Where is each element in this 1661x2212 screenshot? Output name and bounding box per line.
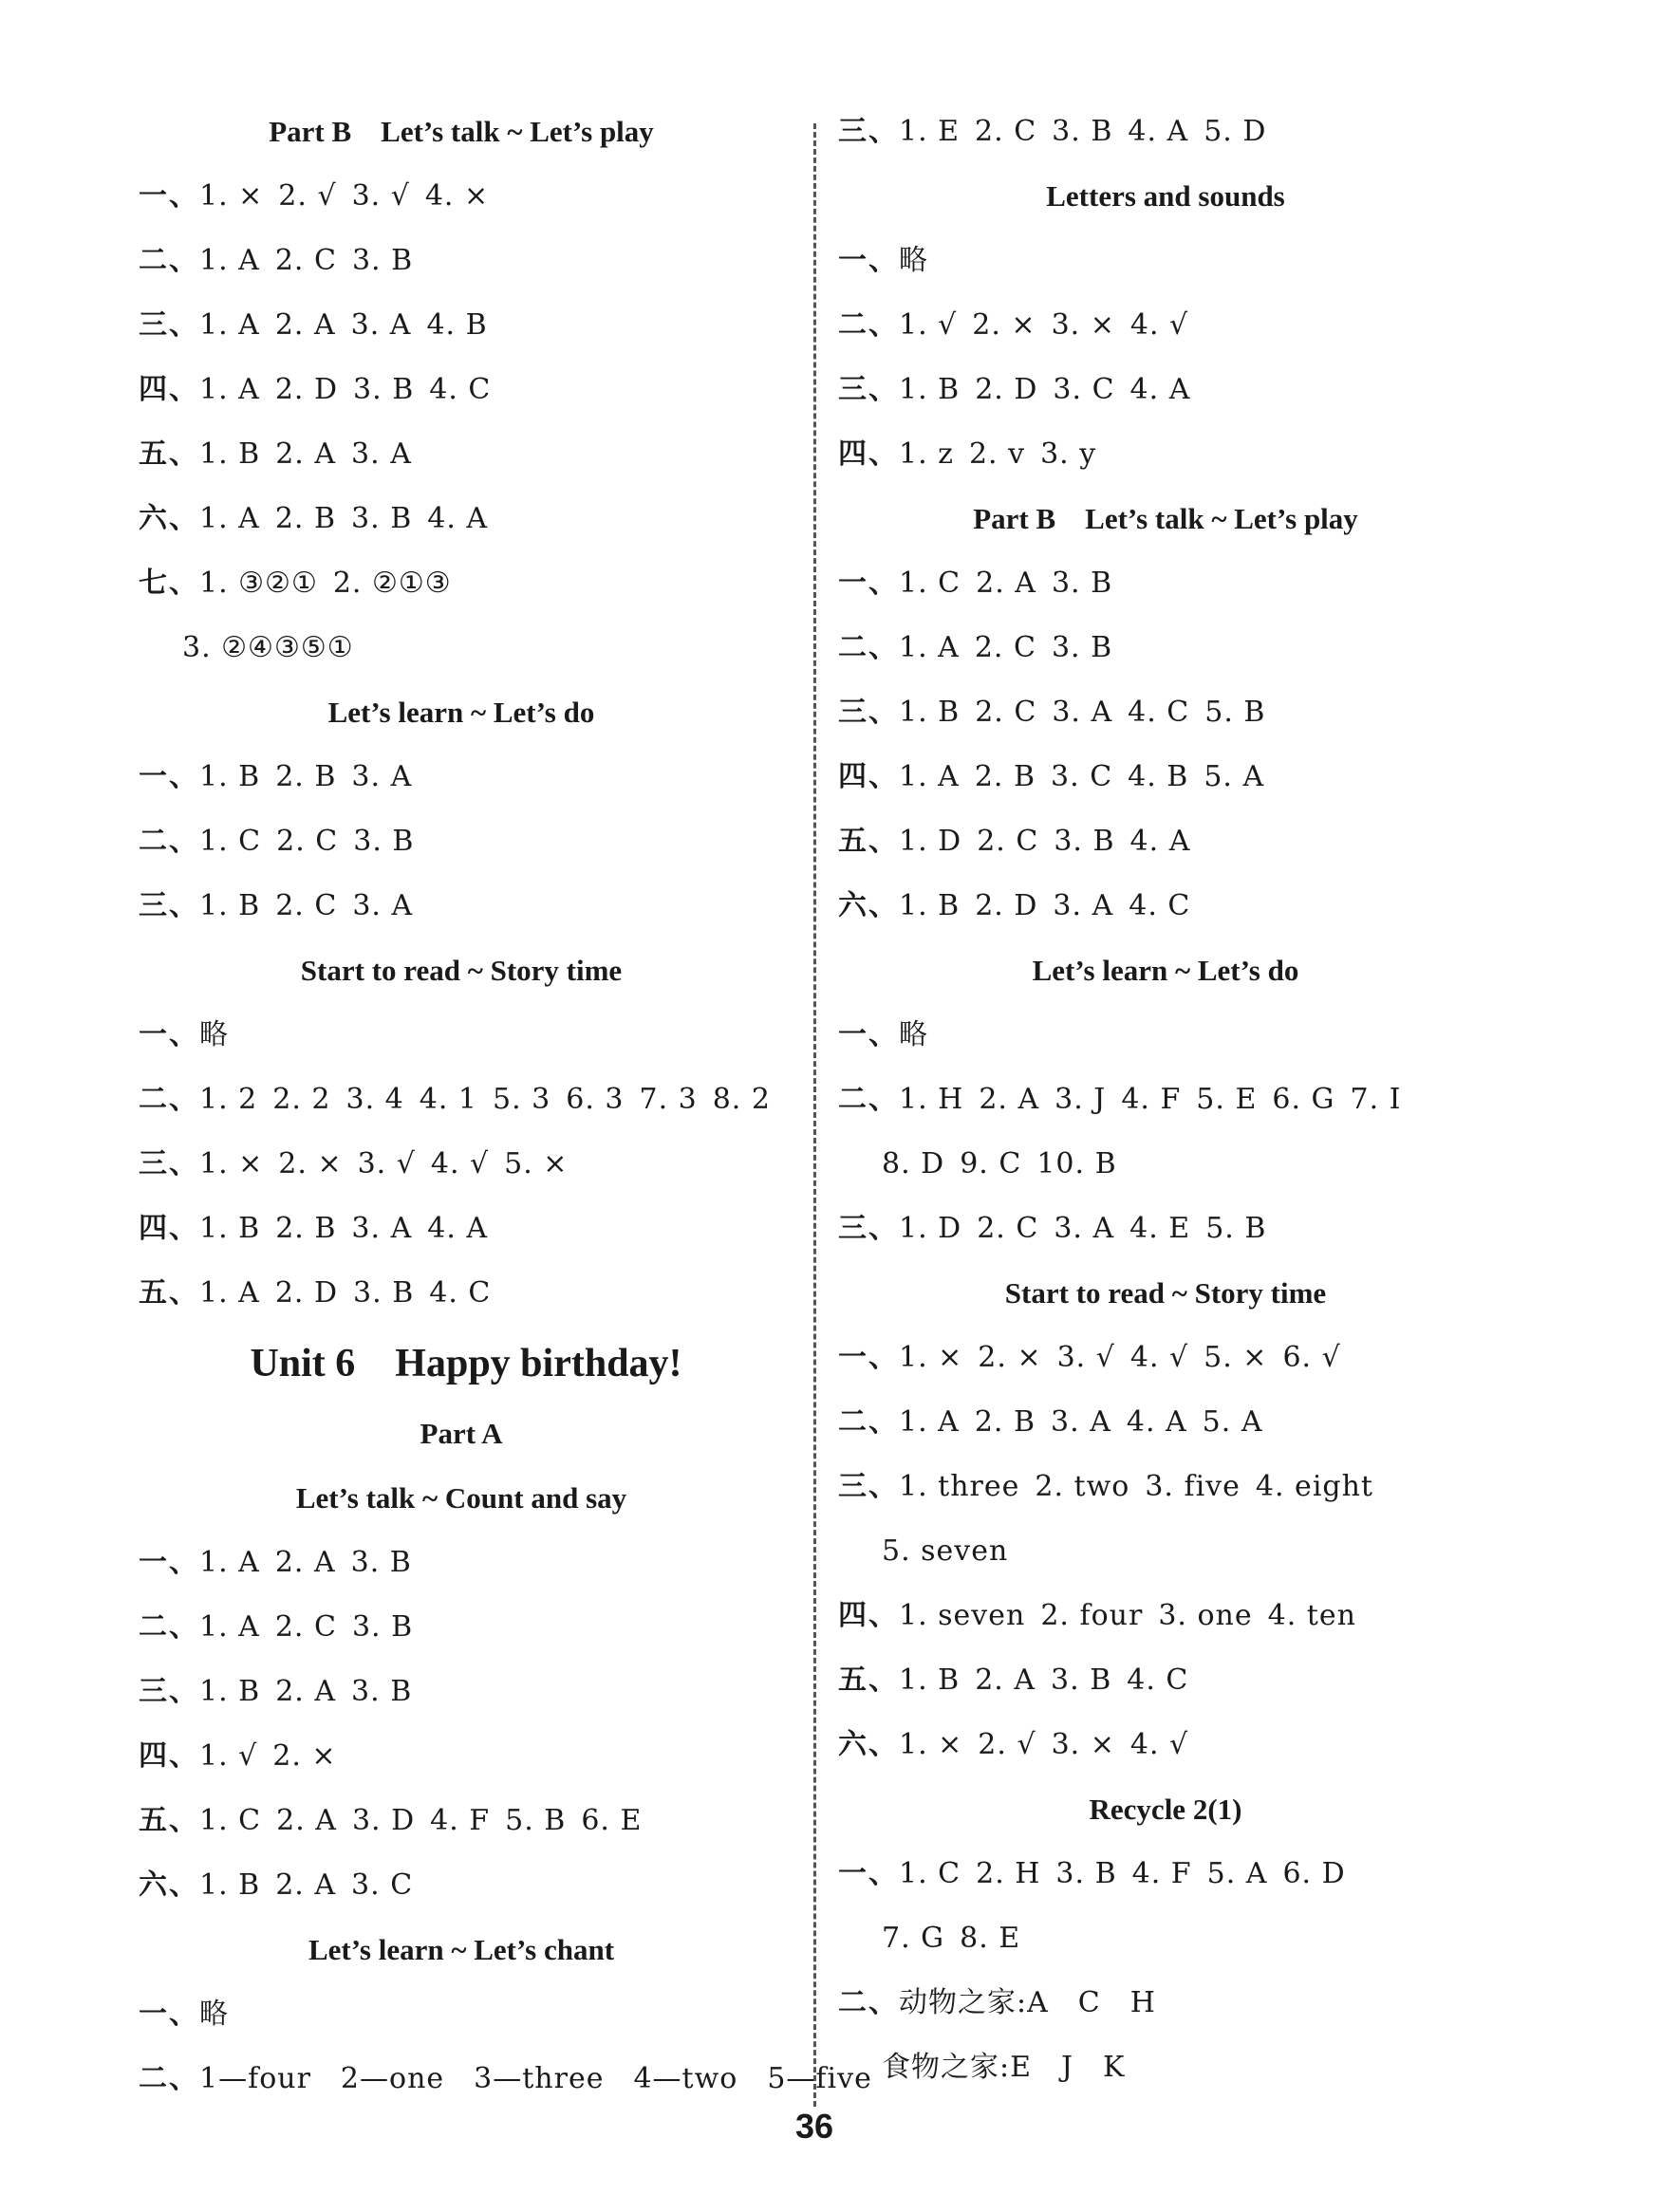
answer-line (139, 229, 793, 293)
question-number: 六、 (838, 1728, 899, 1761)
answer-line (139, 422, 793, 487)
question-number: 一、 (139, 179, 199, 213)
section-heading: Part B Let’s talk ~ Let’s play (269, 115, 654, 148)
question-number: 三、 (139, 1147, 199, 1180)
question-number: 二、 (139, 2062, 199, 2095)
answer-line (838, 551, 1493, 616)
answer-line (139, 1595, 793, 1660)
answer-text: 5. seven (882, 1534, 1009, 1568)
answer-text: 略 (199, 1998, 229, 2031)
answer-text: 8. D 9. C 10. B (882, 1147, 1117, 1180)
question-number: 四、 (838, 1599, 899, 1632)
answer-line (838, 358, 1493, 422)
answer-line (838, 1326, 1493, 1390)
answer-text: 1. × 2. √ 3. × 4. √ (899, 1728, 1189, 1761)
answer-text: 略 (899, 244, 928, 277)
question-number: 二、 (838, 1405, 899, 1439)
question-number: 一、 (139, 760, 199, 793)
question-number: 六、 (838, 889, 899, 922)
answer-line (838, 293, 1493, 358)
question-number: 一、 (139, 1998, 199, 2031)
answer-line-continued (838, 1906, 1493, 1971)
question-number: 一、 (139, 1546, 199, 1579)
question-number: 五、 (139, 1804, 199, 1837)
question-number: 六、 (139, 1868, 199, 1902)
answer-line (838, 1713, 1493, 1777)
answer-line (139, 874, 793, 939)
answer-text: 1. A 2. D 3. B 4. C (199, 373, 492, 406)
answer-line (838, 874, 1493, 939)
answer-text: 1. B 2. A 3. B 4. C (899, 1664, 1189, 1697)
answer-text: 略 (899, 1018, 928, 1051)
answer-line (139, 1531, 793, 1595)
answer-line (139, 551, 793, 616)
question-number: 五、 (838, 825, 899, 858)
answer-line-continued (838, 1132, 1493, 1197)
answer-text: 1. C 2. A 3. D 4. F 5. B 6. E (199, 1804, 643, 1837)
answer-text: 1. C 2. C 3. B (199, 825, 415, 858)
question-number: 四、 (139, 373, 199, 406)
answer-line (838, 100, 1493, 164)
section-heading: Part A (420, 1417, 503, 1450)
answer-line (838, 422, 1493, 487)
answer-line (139, 358, 793, 422)
question-number: 三、 (838, 373, 899, 406)
answer-line-continued (838, 1519, 1493, 1584)
section-heading: Let’s talk ~ Count and say (295, 1481, 627, 1515)
answer-text: 1. B 2. A 3. C (199, 1868, 414, 1902)
question-number: 三、 (838, 115, 899, 148)
question-number: 三、 (838, 1212, 899, 1245)
answer-text: 3. ②④③⑤① (182, 631, 354, 664)
answer-line (139, 1724, 793, 1789)
answer-line (838, 1068, 1493, 1132)
answer-line (838, 1197, 1493, 1261)
question-number: 一、 (139, 1018, 199, 1051)
answer-line (139, 1197, 793, 1261)
answer-line (838, 809, 1493, 874)
answer-text: 食物之家:E J K (882, 2051, 1126, 2084)
answer-text: 1. B 2. D 3. C 4. A (899, 373, 1191, 406)
section-heading: Let’s learn ~ Let’s chant (308, 1933, 615, 1966)
answer-text: 动物之家:A C H (899, 1986, 1156, 2019)
answer-text: 1. B 2. C 3. A (199, 889, 414, 922)
question-number: 二、 (139, 244, 199, 277)
question-number: 一、 (838, 244, 899, 277)
question-number: 二、 (838, 308, 899, 342)
answer-line (139, 1853, 793, 1918)
question-number: 二、 (139, 1083, 199, 1116)
answer-text: 1. √ 2. × 3. × 4. √ (899, 308, 1189, 342)
answer-text: 1. A 2. C 3. B (199, 1610, 414, 1644)
question-number: 三、 (838, 696, 899, 729)
answer-text: 1. × 2. × 3. √ 4. √ 5. × 6. √ (899, 1341, 1341, 1374)
answer-text: 1. A 2. A 3. B (199, 1546, 412, 1579)
question-number: 二、 (838, 631, 899, 664)
question-number: 二、 (139, 825, 199, 858)
answer-text: 1. B 2. B 3. A 4. A (199, 1212, 489, 1245)
answer-line (139, 745, 793, 809)
answer-line (838, 616, 1493, 680)
answer-text: 1. ③②① 2. ②①③ (199, 567, 452, 600)
answer-text: 1. 2 2. 2 3. 4 4. 1 5. 3 6. 3 7. 3 8. 2 (199, 1083, 771, 1116)
answer-text: 1. B 2. B 3. A (199, 760, 413, 793)
left-column (139, 100, 872, 2111)
answer-text: 1. B 2. A 3. A (199, 437, 412, 471)
answer-line (838, 1971, 1493, 2035)
answer-text: 1. B 2. D 3. A 4. C (899, 889, 1191, 922)
answer-text: 1. A 2. B 3. C 4. B 5. A (899, 760, 1265, 793)
question-number: 四、 (838, 437, 899, 471)
answer-text: 1. A 2. D 3. B 4. C (199, 1276, 492, 1310)
answer-text: 1. E 2. C 3. B 4. A 5. D (899, 115, 1267, 148)
question-number: 一、 (838, 567, 899, 600)
question-number: 三、 (139, 1675, 199, 1708)
answer-line (139, 1261, 793, 1326)
answer-text: 1. √ 2. × (199, 1739, 337, 1773)
question-number: 四、 (139, 1739, 199, 1773)
question-number: 四、 (139, 1212, 199, 1245)
answer-text: 1. three 2. two 3. five 4. eight (899, 1470, 1373, 1503)
answer-text: 1. A 2. A 3. A 4. B (199, 308, 488, 342)
section-heading: Let’s learn ~ Let’s do (1032, 954, 1299, 987)
answer-text: 1. A 2. B 3. B 4. A (199, 502, 489, 535)
question-number: 三、 (139, 889, 199, 922)
answer-text: 1. C 2. A 3. B (899, 567, 1113, 600)
answer-line (139, 1982, 793, 2047)
answer-text: 1. H 2. A 3. J 4. F 5. E 6. G 7. I (899, 1083, 1402, 1116)
question-number: 七、 (139, 567, 199, 600)
question-number: 五、 (139, 437, 199, 471)
answer-line (139, 487, 793, 551)
section-heading: Let’s learn ~ Let’s do (327, 696, 595, 729)
answer-line (838, 1648, 1493, 1713)
answer-text: 1. × 2. √ 3. √ 4. × (199, 179, 490, 213)
section-heading: Recycle 2(1) (1089, 1793, 1242, 1826)
answer-text: 1. A 2. C 3. B (199, 244, 414, 277)
question-number: 六、 (139, 502, 199, 535)
question-number: 四、 (838, 760, 899, 793)
answer-line (139, 293, 793, 358)
answer-line (139, 1660, 793, 1724)
column-divider (813, 123, 816, 2107)
answer-text: 略 (199, 1018, 229, 1051)
answer-text: 1. B 2. A 3. B (199, 1675, 413, 1708)
answer-line (139, 1789, 793, 1853)
question-number: 五、 (838, 1664, 899, 1697)
right-column (838, 100, 1493, 2100)
question-number: 二、 (838, 1986, 899, 2019)
answer-text: 1. B 2. C 3. A 4. C 5. B (899, 696, 1266, 729)
answer-line (139, 2047, 872, 2111)
answer-text: 1—four 2—one 3—three 4—two 5—five (199, 2062, 872, 2095)
answer-text: 1. D 2. C 3. A 4. E 5. B (899, 1212, 1267, 1245)
question-number: 二、 (139, 1610, 199, 1644)
answer-text: 1. z 2. v 3. y (899, 437, 1097, 471)
section-heading: Part B Let’s talk ~ Let’s play (973, 502, 1358, 535)
answer-line (838, 1003, 1493, 1068)
answer-line (139, 1132, 793, 1197)
answer-line (838, 1390, 1493, 1455)
answer-line (139, 164, 793, 229)
question-number: 一、 (838, 1857, 899, 1890)
answer-text: 1. seven 2. four 3. one 4. ten (899, 1599, 1356, 1632)
answer-line-continued (838, 2035, 1493, 2100)
answer-line (838, 1584, 1493, 1648)
question-number: 五、 (139, 1276, 199, 1310)
answer-line (139, 1003, 793, 1068)
question-number: 三、 (838, 1470, 899, 1503)
answer-line (838, 1455, 1493, 1519)
question-number: 一、 (838, 1341, 899, 1374)
answer-line (139, 1068, 793, 1132)
section-heading: Start to read ~ Story time (1004, 1276, 1327, 1310)
answer-text: 1. × 2. × 3. √ 4. √ 5. × (199, 1147, 569, 1180)
question-number: 二、 (838, 1083, 899, 1116)
question-number: 一、 (838, 1018, 899, 1051)
answer-text: 1. A 2. B 3. A 4. A 5. A (899, 1405, 1263, 1439)
answer-line (838, 1842, 1493, 1906)
unit-title: Unit 6 Happy birthday! (250, 1342, 682, 1385)
answer-text: 1. A 2. C 3. B (899, 631, 1113, 664)
question-number: 三、 (139, 308, 199, 342)
answer-line (838, 229, 1493, 293)
section-heading: Start to read ~ Story time (300, 954, 623, 987)
answer-text: 7. G 8. E (882, 1922, 1021, 1955)
answer-line (838, 680, 1493, 745)
answer-line (139, 809, 793, 874)
page-number: 36 (794, 2107, 834, 2146)
section-heading: Letters and sounds (1046, 179, 1285, 213)
answer-line-continued (139, 616, 793, 680)
answer-text: 1. D 2. C 3. B 4. A (899, 825, 1191, 858)
answer-line (838, 745, 1493, 809)
answer-text: 1. C 2. H 3. B 4. F 5. A 6. D (899, 1857, 1346, 1890)
